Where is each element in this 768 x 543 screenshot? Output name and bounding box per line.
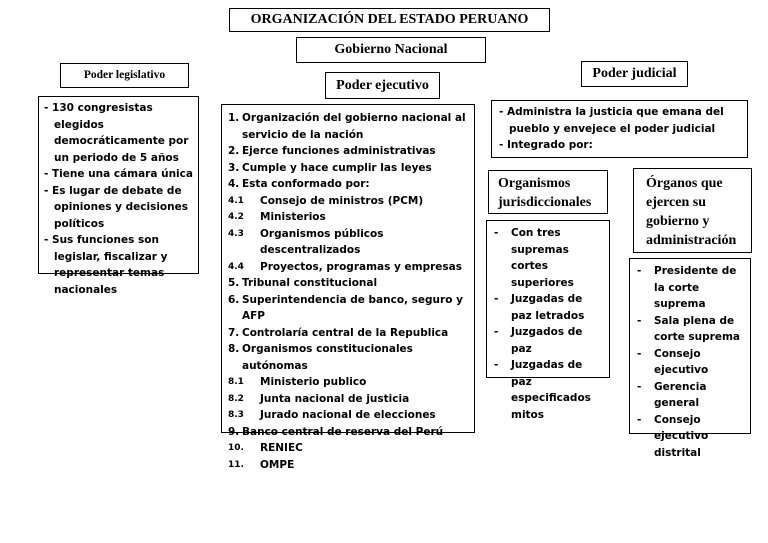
ejecutivo-list-item xyxy=(228,374,471,391)
item-number: 9. xyxy=(228,425,240,438)
poder-judicial-label: Poder judicial xyxy=(592,66,677,81)
item-text: Ejerce funciones administrativas xyxy=(242,145,436,157)
ejecutivo-list-item xyxy=(228,209,471,226)
list-item: - Es lugar de debate de opiniones y decisiones políticos xyxy=(44,183,194,233)
judicial-list xyxy=(499,104,743,154)
item-text: OMPE xyxy=(260,458,295,471)
list-item: - Juzgadas de paz letrados xyxy=(487,291,606,324)
item-number: 10. xyxy=(228,443,244,453)
poder-judicial-heading xyxy=(581,61,688,87)
list-item: - Presidente de la corte suprema xyxy=(630,263,747,313)
list-item: - Sus funciones son legislar, fiscalizar y representar temas nacionales xyxy=(44,232,194,298)
gobierno-admin-list xyxy=(630,263,747,461)
item-number: 7. xyxy=(228,326,240,339)
item-number: 6. xyxy=(228,293,240,306)
item-number: 3. xyxy=(228,161,240,174)
item-text: Jurado nacional de elecciones xyxy=(260,409,436,421)
item-text: Superintendencia de banco, seguro y AFP xyxy=(242,293,463,322)
poder-legislativo-label: Poder legislativo xyxy=(83,69,166,81)
item-number: 2. xyxy=(228,145,240,157)
organos-gobierno-heading xyxy=(633,168,752,253)
list-item: - Gerencia general xyxy=(630,379,747,412)
item-number: 4.2 xyxy=(228,212,244,222)
diagram-title-text: ORGANIZACIÓN DEL ESTADO PERUANO xyxy=(250,12,529,27)
item-text: Ministerio publico xyxy=(260,376,367,388)
item-text: RENIEC xyxy=(260,442,303,454)
ejecutivo-list-item xyxy=(228,259,471,276)
item-number: 1. xyxy=(228,112,240,124)
ejecutivo-list-item xyxy=(228,160,471,177)
poder-judicial-box xyxy=(491,100,748,158)
ejecutivo-list-item xyxy=(228,176,471,193)
item-text: Organismos públicos descentralizados xyxy=(260,227,384,256)
organismos-jurisdiccionales-heading xyxy=(488,170,608,214)
list-item: - Juzgados de paz xyxy=(487,324,606,357)
item-text: Banco central de reserva del Perú xyxy=(242,425,444,438)
diagram-title xyxy=(229,8,550,32)
poder-ejecutivo-heading xyxy=(325,72,440,99)
ejecutivo-list xyxy=(228,110,471,473)
organos-gobierno-label: Órganos que ejercen su gobierno y administración xyxy=(646,176,737,248)
poder-ejecutivo-label: Poder ejecutivo xyxy=(336,78,429,93)
item-text: Tribunal constitucional xyxy=(242,277,378,289)
ejecutivo-list-item xyxy=(228,193,471,210)
jurisdiccionales-list xyxy=(487,225,606,423)
item-text: Junta nacional de justicia xyxy=(260,392,410,405)
item-text: Organización del gobierno nacional al servicio de la nación xyxy=(242,112,466,141)
item-text: Proyectos, programas y empresas xyxy=(260,260,462,273)
ejecutivo-list-item xyxy=(228,275,471,292)
ejecutivo-list-item xyxy=(228,143,471,160)
item-number: 4.4 xyxy=(228,261,244,272)
item-text: Organismos constitucionales autónomas xyxy=(242,343,413,372)
item-number: 8.1 xyxy=(228,377,244,387)
organos-gobierno-box xyxy=(629,258,751,459)
ejecutivo-list-item xyxy=(228,110,471,143)
list-item: - Tiene una cámara única xyxy=(44,166,194,183)
ejecutivo-list-item xyxy=(228,226,471,259)
item-number: 5. xyxy=(228,277,240,289)
list-item: - 130 congresistas elegidos democráticamente por un periodo de 5 años xyxy=(44,100,194,166)
gobierno-nacional-label: Gobierno Nacional xyxy=(334,42,448,57)
poder-legislativo-box xyxy=(38,96,199,296)
ejecutivo-list-item xyxy=(228,424,471,441)
list-item: - Integrado por: xyxy=(499,137,743,154)
ejecutivo-list-item xyxy=(228,457,471,474)
list-item: - Consejo ejecutivo distrital xyxy=(630,412,747,462)
list-item: - Sala plena de corte suprema xyxy=(630,313,747,346)
item-number: 4.3 xyxy=(228,228,244,239)
ejecutivo-list-item xyxy=(228,325,471,342)
poder-ejecutivo-box xyxy=(221,104,475,471)
list-item: - Juzgadas de paz especificados mitos xyxy=(487,357,606,423)
list-item: - Consejo ejecutivo xyxy=(630,346,747,379)
item-text: Ministerios xyxy=(260,211,326,223)
list-item: - Administra la justicia que emana del pueblo y envejece el poder judicial xyxy=(499,104,743,137)
gobierno-nacional-node xyxy=(296,37,486,63)
item-number: 11. xyxy=(228,459,244,470)
list-item: - Con tres supremas cortes superiores xyxy=(487,225,606,291)
item-number: 4. xyxy=(228,178,240,190)
item-number: 8. xyxy=(228,343,240,355)
item-text: Esta conformado por: xyxy=(242,178,370,190)
poder-legislativo-heading xyxy=(60,63,189,88)
ejecutivo-list-item xyxy=(228,391,471,408)
item-text: Cumple y hace cumplir las leyes xyxy=(242,161,432,174)
item-number: 8.2 xyxy=(228,393,244,404)
ejecutivo-list-item xyxy=(228,341,471,374)
item-text: Consejo de ministros (PCM) xyxy=(260,194,424,207)
organismos-jurisdiccionales-label: Organismos jurisdiccionales xyxy=(498,176,592,210)
item-number: 4.1 xyxy=(228,195,244,206)
ejecutivo-list-item xyxy=(228,407,471,424)
legislativo-list xyxy=(44,100,194,298)
ejecutivo-list-item xyxy=(228,440,471,457)
organismos-jurisdiccionales-box xyxy=(486,220,610,421)
ejecutivo-list-item xyxy=(228,292,471,325)
item-text: Controlaría central de la Republica xyxy=(242,326,449,339)
item-number: 8.3 xyxy=(228,410,244,420)
